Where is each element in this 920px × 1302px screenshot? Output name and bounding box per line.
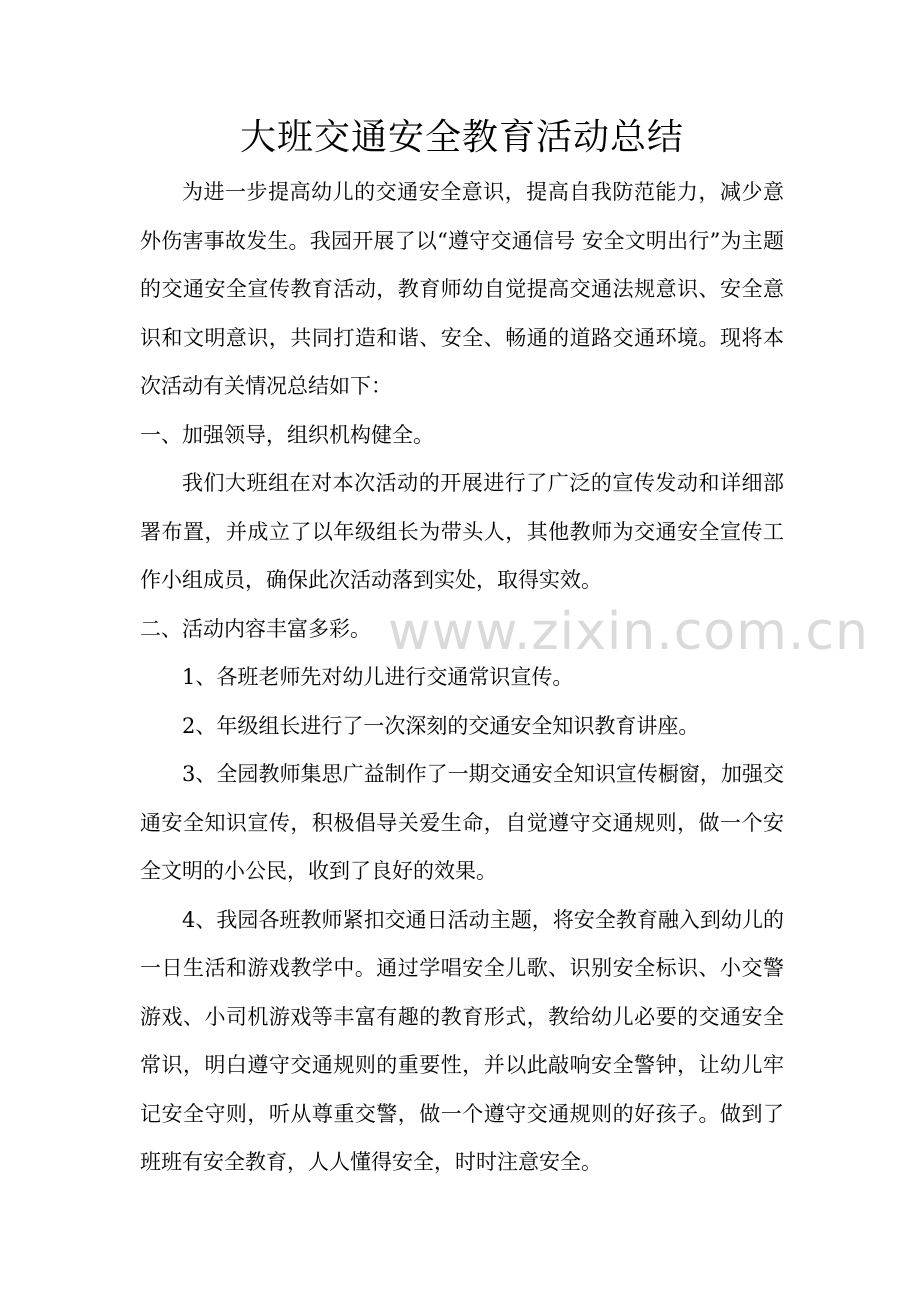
list-item-1: 1、各班老师先对幼儿进行交通常识宣传。	[182, 665, 574, 689]
section-1-heading: 一、加强领导，组织机构健全。	[140, 422, 434, 447]
list-item-4: 4、我园各班教师紧扣交通日活动主题，将安全教育融入到幼儿的一日生活和游戏教学中。通过学唱安全儿歌、识别安全标识、小交警游戏、小司机游戏等丰富有趣的教育形式，教给幼儿必要的交通安全常识，明白遵守交通规则的重要性，并以此敲响安全警钟，让幼儿牢记安全守则，听从尊重交警，做一个遵守交通规则的好孩子。做到了班班有安全教育，人人懂得安全，时时注意安全。	[140, 907, 784, 1174]
section-1-paragraph: 我们大班组在对本次活动的开展进行了广泛的宣传发动和详细部署布置，并成立了以年级组长为带头人，其他教师为交通安全宣传工作小组成员，确保此次活动落到实处，取得实效。	[140, 471, 784, 592]
document-body	[140, 108, 784, 1187]
intro-paragraph: 为进一步提高幼儿的交通安全意识，提高自我防范能力，减少意外伤害事故发生。我园开展了以“遵守交通信号 安全文明出行”为主题的交通安全宣传教育活动，教育师幼自觉提高交通法规意识、安全意识和文明意识，共同打造和谐、安全、畅通的道路交通环境。现将本次活动有关情况总结如下：	[140, 180, 784, 398]
list-item-3: 3、全园教师集思广益制作了一期交通安全知识宣传橱窗，加强交通安全知识宣传，积极倡导关爱生命，自觉遵守交通规则，做一个安全文明的小公民，收到了良好的效果。	[140, 762, 784, 883]
list-item-2: 2、年级组长进行了一次深刻的交通安全知识教育讲座。	[182, 713, 700, 738]
section-2-heading: 二、活动内容丰富多彩。	[140, 616, 371, 641]
document-title: 大班交通安全教育活动总结	[239, 117, 684, 158]
watermark: www.zixin.com.cn	[388, 602, 869, 662]
